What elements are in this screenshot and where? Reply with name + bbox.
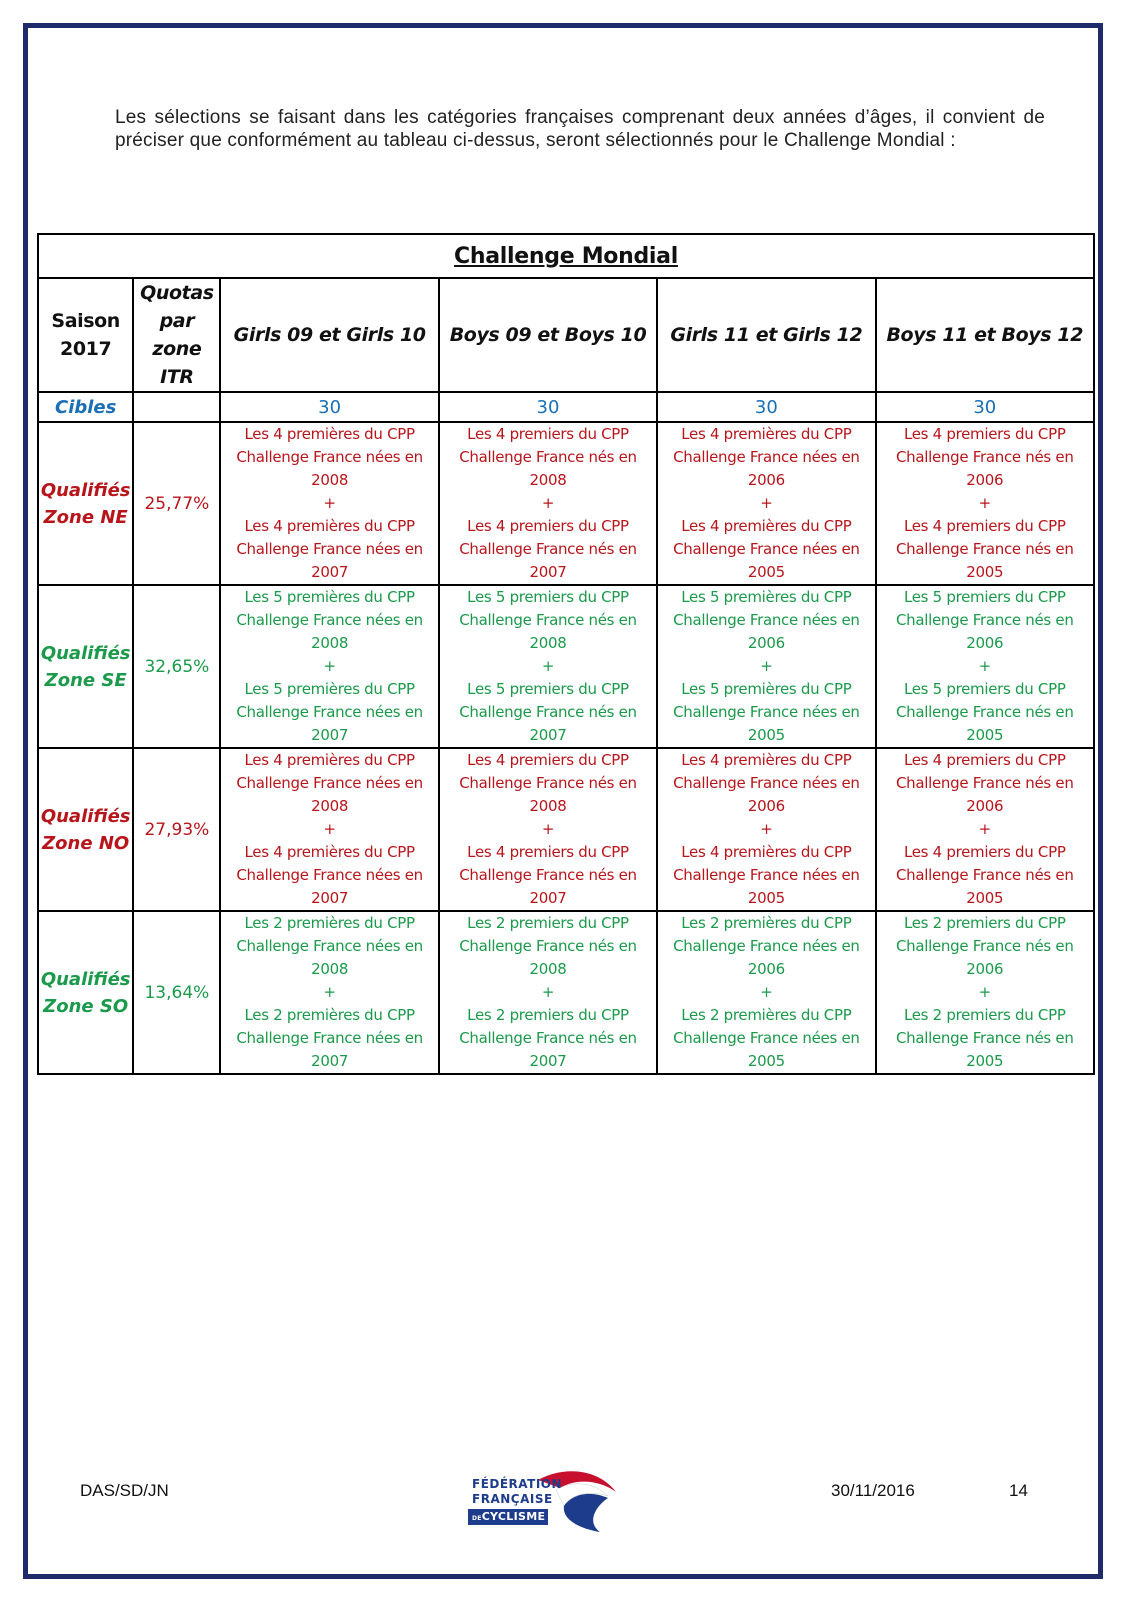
- rule-line: 2007: [529, 1052, 567, 1070]
- header-column: Boys 09 et Boys 10: [439, 278, 657, 392]
- zone-percent: 32,65%: [133, 585, 220, 748]
- cibles-value: 30: [657, 392, 875, 422]
- rule-line: Les 4 premières du CPP: [244, 517, 415, 535]
- rule-line: 2008: [529, 960, 567, 978]
- rule-line: Challenge France nés en: [895, 448, 1074, 466]
- cibles-empty: [133, 392, 220, 422]
- rule-line: Challenge France nés en: [895, 866, 1074, 884]
- logo-line1: FÉDÉRATION: [472, 1477, 563, 1491]
- rule-line: Challenge France nés en: [459, 611, 637, 629]
- header-quota: [133, 278, 220, 392]
- rule-line: Les 5 premiers du CPP: [467, 680, 629, 698]
- cibles-value: 30: [220, 392, 438, 422]
- rule-line: Challenge France nés en: [895, 540, 1074, 558]
- rule-line: 2005: [747, 889, 785, 907]
- rule-line: 2008: [311, 471, 349, 489]
- intro-paragraph: Les sélections se faisant dans les catégories françaises comprenant deux années d’âges, il convient de préciser que conformément au tableau ci-dessus, seront sélectionnés pour le Challenge Mondial :: [115, 107, 1045, 151]
- rule-line: Challenge France nés en: [895, 611, 1074, 629]
- rule-cell: [876, 911, 1094, 1074]
- logo-line2: FRANÇAISE: [472, 1492, 553, 1506]
- rule-line: +: [323, 657, 336, 675]
- ffc-logo: [468, 1466, 618, 1538]
- header-quota-line3: ITR: [160, 366, 194, 388]
- rule-line: 2007: [529, 889, 567, 907]
- rule-line: Challenge France nées en: [236, 448, 423, 466]
- rule-line: Challenge France nées en: [236, 937, 423, 955]
- rule-line: Les 2 premières du CPP: [244, 1006, 415, 1024]
- rule-line: Challenge France nées en: [673, 866, 860, 884]
- rule-line: Les 2 premières du CPP: [681, 914, 852, 932]
- rule-line: Challenge France nées en: [236, 866, 423, 884]
- zone-label-line: Zone SE: [44, 669, 127, 691]
- cibles-value: 30: [876, 392, 1094, 422]
- rule-line: +: [541, 983, 555, 1001]
- rule-cell: [220, 585, 438, 748]
- rule-cell: [657, 748, 875, 911]
- logo-line3-text: CYCLISME: [481, 1510, 546, 1523]
- rule-line: 2008: [311, 797, 349, 815]
- rule-line: Challenge France nées en: [673, 611, 860, 629]
- rule-line: +: [760, 983, 773, 1001]
- rule-line: 2007: [529, 726, 567, 744]
- rule-line: 2005: [966, 726, 1004, 744]
- rule-line: Les 5 premières du CPP: [681, 680, 852, 698]
- rule-line: Challenge France nés en: [895, 703, 1074, 721]
- rule-line: Challenge France nées en: [236, 611, 423, 629]
- rule-line: 2006: [747, 471, 785, 489]
- header-saison-line2: 2017: [60, 338, 112, 360]
- rule-line: Challenge France nés en: [459, 540, 637, 558]
- zone-label-line: Zone NO: [42, 832, 130, 854]
- header-column: Boys 11 et Boys 12: [876, 278, 1094, 392]
- rule-line: Challenge France nés en: [459, 937, 637, 955]
- rule-line: +: [978, 657, 991, 675]
- rule-line: Les 5 premiers du CPP: [903, 680, 1066, 698]
- rule-cell: [220, 911, 438, 1074]
- rule-line: 2008: [311, 960, 349, 978]
- rule-cell: [220, 422, 438, 585]
- zone-label: [38, 911, 133, 1074]
- rule-line: +: [760, 657, 773, 675]
- rule-line: 2008: [311, 634, 349, 652]
- rule-line: +: [541, 820, 555, 838]
- rule-line: +: [541, 657, 555, 675]
- rule-cell: [876, 585, 1094, 748]
- zone-label-line: Zone SO: [43, 995, 129, 1017]
- rule-line: +: [978, 820, 991, 838]
- rule-line: 2006: [966, 634, 1004, 652]
- rule-line: +: [323, 820, 336, 838]
- footer-date: 30/11/2016: [831, 1481, 915, 1500]
- rule-line: Challenge France nées en: [236, 703, 423, 721]
- rule-line: Les 4 premiers du CPP: [903, 425, 1066, 443]
- rule-line: +: [978, 494, 991, 512]
- rule-line: Les 4 premiers du CPP: [467, 751, 629, 769]
- table-title-cell: [38, 234, 1094, 278]
- zone-row: [38, 585, 1094, 748]
- rule-line: Challenge France nés en: [459, 703, 637, 721]
- rule-line: Les 4 premières du CPP: [681, 843, 852, 861]
- rule-line: Challenge France nées en: [673, 937, 860, 955]
- rule-line: Challenge France nés en: [459, 448, 637, 466]
- rule-line: Challenge France nés en: [459, 1029, 637, 1047]
- rule-line: 2007: [529, 563, 567, 581]
- rule-line: Challenge France nés en: [459, 866, 637, 884]
- zone-label-line: Qualifiés: [40, 968, 131, 990]
- rule-line: 2005: [747, 726, 785, 744]
- rule-line: Les 4 premiers du CPP: [467, 843, 629, 861]
- rule-line: Les 2 premiers du CPP: [903, 1006, 1066, 1024]
- rule-line: Les 2 premiers du CPP: [467, 914, 629, 932]
- rule-line: Les 5 premiers du CPP: [467, 588, 629, 606]
- rule-line: Challenge France nées en: [673, 774, 860, 792]
- rule-line: 2006: [747, 634, 785, 652]
- rule-line: 2005: [966, 563, 1004, 581]
- rule-line: Les 2 premières du CPP: [681, 1006, 852, 1024]
- rule-line: Les 4 premières du CPP: [681, 751, 852, 769]
- rule-line: Les 2 premiers du CPP: [903, 914, 1066, 932]
- rule-line: 2006: [966, 797, 1004, 815]
- zone-label: [38, 422, 133, 585]
- footer-page-number: 14: [1009, 1481, 1028, 1500]
- logo-line3: [472, 1510, 545, 1523]
- zone-percent: 25,77%: [133, 422, 220, 585]
- rule-line: 2005: [747, 563, 785, 581]
- rule-line: Challenge France nées en: [236, 774, 423, 792]
- rule-cell: [657, 585, 875, 748]
- challenge-table: [37, 233, 1095, 1075]
- zone-label-line: Qualifiés: [40, 642, 131, 664]
- table-title: Challenge Mondial: [454, 243, 678, 269]
- header-quota-line2: par zone: [152, 310, 202, 360]
- rule-line: Challenge France nées en: [236, 1029, 423, 1047]
- rule-line: +: [760, 820, 773, 838]
- rule-line: Challenge France nées en: [673, 540, 860, 558]
- zone-label: [38, 585, 133, 748]
- logo-small: DE: [472, 1515, 482, 1522]
- zone-label-line: Qualifiés: [40, 479, 131, 501]
- rule-cell: [220, 748, 438, 911]
- rule-line: 2008: [529, 634, 567, 652]
- header-saison: [38, 278, 133, 392]
- rule-line: 2007: [311, 889, 349, 907]
- rule-line: Les 5 premières du CPP: [244, 588, 415, 606]
- rule-line: Les 4 premiers du CPP: [467, 425, 629, 443]
- rule-line: +: [323, 494, 336, 512]
- zone-label-line: Qualifiés: [40, 805, 131, 827]
- rule-line: +: [978, 983, 991, 1001]
- rule-line: Challenge France nées en: [673, 448, 860, 466]
- rule-line: 2005: [966, 1052, 1004, 1070]
- rule-line: Les 5 premiers du CPP: [903, 588, 1066, 606]
- rule-line: Challenge France nés en: [895, 937, 1074, 955]
- zone-percent: 27,93%: [133, 748, 220, 911]
- rule-line: 2006: [966, 471, 1004, 489]
- rule-line: +: [323, 983, 336, 1001]
- rule-line: Challenge France nés en: [895, 774, 1074, 792]
- rule-line: 2006: [747, 960, 785, 978]
- rule-line: 2005: [966, 889, 1004, 907]
- rule-line: 2007: [311, 563, 349, 581]
- rule-line: 2005: [747, 1052, 785, 1070]
- rule-line: Les 4 premiers du CPP: [903, 751, 1066, 769]
- rule-line: Les 4 premières du CPP: [681, 425, 852, 443]
- zone-row: [38, 911, 1094, 1074]
- rule-line: Challenge France nés en: [459, 774, 637, 792]
- rule-line: 2006: [747, 797, 785, 815]
- rule-cell: [657, 422, 875, 585]
- rule-cell: [439, 585, 657, 748]
- rule-line: Les 2 premiers du CPP: [467, 1006, 629, 1024]
- rule-line: +: [541, 494, 555, 512]
- zone-row: [38, 748, 1094, 911]
- rule-line: 2007: [311, 1052, 349, 1070]
- rule-line: 2008: [529, 797, 567, 815]
- rule-line: 2008: [529, 471, 567, 489]
- rule-line: Challenge France nés en: [895, 1029, 1074, 1047]
- rule-cell: [439, 748, 657, 911]
- cibles-value: 30: [439, 392, 657, 422]
- rule-line: Les 5 premières du CPP: [681, 588, 852, 606]
- header-column: Girls 09 et Girls 10: [220, 278, 438, 392]
- rule-line: Challenge France nées en: [673, 1029, 860, 1047]
- cibles-label: Cibles: [38, 392, 133, 422]
- rule-line: Les 4 premières du CPP: [244, 843, 415, 861]
- rule-line: Challenge France nées en: [673, 703, 860, 721]
- rule-line: Les 4 premiers du CPP: [467, 517, 629, 535]
- rule-line: Les 5 premières du CPP: [244, 680, 415, 698]
- rule-line: Challenge France nées en: [236, 540, 423, 558]
- rule-line: Les 4 premiers du CPP: [903, 843, 1066, 861]
- rule-line: Les 2 premières du CPP: [244, 914, 415, 932]
- header-column: Girls 11 et Girls 12: [657, 278, 875, 392]
- rule-line: Les 4 premières du CPP: [244, 751, 415, 769]
- rule-cell: [876, 422, 1094, 585]
- rule-line: +: [760, 494, 773, 512]
- header-saison-line1: Saison: [51, 310, 120, 332]
- rule-line: Les 4 premières du CPP: [681, 517, 852, 535]
- rule-line: 2007: [311, 726, 349, 744]
- rule-line: 2006: [966, 960, 1004, 978]
- header-quota-line1: Quotas: [140, 282, 214, 304]
- zone-label-line: Zone NE: [43, 506, 128, 528]
- rule-cell: [439, 422, 657, 585]
- rule-line: Les 4 premiers du CPP: [903, 517, 1066, 535]
- footer-reference: DAS/SD/JN: [80, 1481, 169, 1500]
- rule-cell: [876, 748, 1094, 911]
- zone-row: [38, 422, 1094, 585]
- rule-line: Les 4 premières du CPP: [244, 425, 415, 443]
- rule-cell: [657, 911, 875, 1074]
- zone-label: [38, 748, 133, 911]
- zone-percent: 13,64%: [133, 911, 220, 1074]
- rule-cell: [439, 911, 657, 1074]
